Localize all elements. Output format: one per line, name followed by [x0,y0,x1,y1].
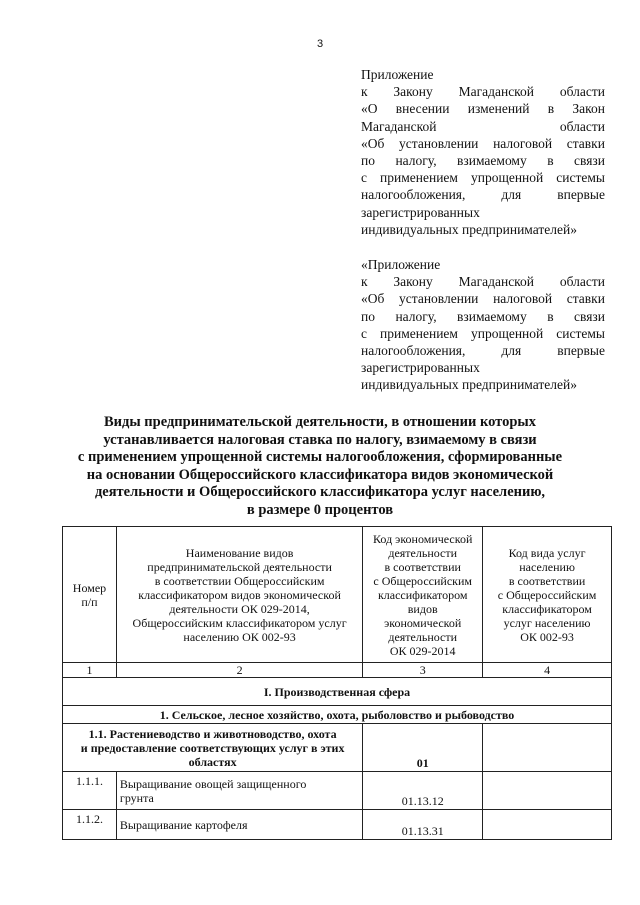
appendix-word: впервые [557,187,605,203]
appendix-word: Магаданской [458,84,535,100]
appendix-word: с [361,325,367,341]
appendix-line [361,152,605,169]
appendix-word: к [361,274,368,290]
appendix-line [361,221,605,238]
appendix-word: применением [380,170,458,186]
column-number: 3 [363,663,483,678]
table-row [63,772,612,810]
title-line: на основании Общероссийского классификатора видов экономической [86,466,554,483]
activities-table [62,526,612,840]
appendix-word: «Приложение [361,257,441,272]
cell-line: деятельности ОК 029-2014, [169,601,310,616]
appendix-note-amendment [361,66,605,238]
row-service-code [483,772,612,810]
appendix-line [361,118,605,135]
appendix-word: индивидуальных предпринимателей» [361,221,577,237]
appendix-word: Закону [393,84,433,100]
appendix-word: налогу, [395,308,437,324]
cell-line: экономической [384,615,462,630]
cell-line: населению [519,559,575,574]
appendix-word: налогообложения, [361,187,466,203]
cell-line: Общероссийским классификатором услуг [132,615,347,630]
subsection-heading: 1. Сельское, лесное хозяйство, охота, рыболовство и рыбоводство [63,706,612,724]
cell-line: услуг населению [503,615,591,630]
appendix-word: по [361,153,375,169]
row-activity-code: 01.13.12 [363,772,483,810]
column-number: 1 [63,663,117,678]
appendix-line [361,359,605,376]
cell-line: предпринимательской деятельности [147,559,332,574]
appendix-word: системы [556,170,605,186]
title-line: деятельности и Общероссийского классификатора услуг населению, [94,484,546,501]
cell-line: с Общероссийским [373,573,473,588]
cell-line: видов [407,601,438,616]
appendix-word: связи [574,153,605,169]
appendix-word: применением [380,325,458,341]
title-line: в размере 0 процентов [246,501,394,518]
appendix-line [361,83,605,100]
section-row [63,678,612,706]
appendix-word: в [547,153,554,169]
appendix-word: для [501,343,522,359]
cell-line: Наименование видов [185,545,294,560]
cell-line: населению ОК 002-93 [183,629,296,644]
appendix-word: установлении [399,135,479,151]
title-line: Виды предпринимательской деятельности, в отношении которых [103,414,537,430]
table-header-row [63,527,612,663]
cell-line: 1.1. Растениеводство и животноводство, охота [88,726,337,741]
group-row [63,724,612,772]
appendix-line [361,342,605,359]
cell-line: ОК 002-93 [520,629,574,644]
row-number: 1.1.1. [63,772,117,810]
group-name [63,724,363,772]
appendix-word: Магаданской [458,274,535,290]
header-activity-name [116,527,362,663]
appendix-word: упрощенной [470,325,544,341]
appendix-word: налогообложения, [361,343,466,359]
appendix-line [361,66,605,83]
appendix-line [361,204,605,221]
appendix-line [361,256,605,273]
appendix-line [361,169,605,186]
appendix-word: внесении [395,101,450,117]
column-number: 4 [483,663,612,678]
appendix-word: ставки [566,291,605,307]
header-service-code [483,527,612,663]
appendix-word: «О [361,101,378,117]
column-number: 2 [116,663,362,678]
appendix-word: зарегистрированных [361,204,480,220]
cell-line: областях [188,754,237,769]
appendix-line [361,376,605,393]
appendix-line [361,186,605,203]
appendix-line [361,273,605,290]
row-activity-name [116,810,362,840]
appendix-word: системы [556,325,605,341]
header-number [63,527,117,663]
cell-line: Выращивание картофеля [119,817,248,832]
cell-line: в соответствии [508,573,586,588]
cell-line: Код вида услуг [508,545,586,560]
appendix-word: области [559,274,605,290]
appendix-line [361,308,605,325]
section-heading: I. Производственная сфера [63,678,612,706]
appendix-word: упрощенной [470,170,544,186]
appendix-word: Закону [393,274,433,290]
appendix-word: с [361,170,367,186]
appendix-word: в [547,101,555,117]
appendix-word: «Об [361,135,385,151]
appendix-word: Приложение [361,67,434,82]
appendix-word: по [361,308,375,324]
row-activity-code: 01.13.31 [363,810,483,840]
row-service-code [483,810,612,840]
appendix-word: «Об [361,291,385,307]
cell-line: классификатором [377,587,468,602]
cell-line: Выращивание овощей защищенного [119,776,307,791]
cell-line: классификатором [502,601,592,616]
cell-line: Номер [72,580,107,595]
document-title [40,414,600,520]
header-activity-code [363,527,483,663]
group-service-code [483,724,612,772]
cell-line: п/п [81,594,98,609]
appendix-word: связи [574,308,605,324]
appendix-note-original [361,256,605,394]
cell-line: деятельности [388,629,458,644]
cell-line: ОК 029-2014 [389,643,456,658]
appendix-word: установлении [399,291,479,307]
appendix-word: Закон [572,101,605,117]
appendix-word: в [547,308,554,324]
column-number-row [63,663,612,678]
subsection-row [63,706,612,724]
table-row [63,810,612,840]
cell-line: в соответствии [384,559,461,574]
appendix-line [361,135,605,152]
group-code: 01 [363,724,483,772]
appendix-word: к [361,84,368,100]
page-number: 3 [316,38,324,50]
appendix-line [361,290,605,307]
appendix-word: налоговой [493,135,553,151]
appendix-word: налогу, [395,153,437,169]
appendix-word: изменений [467,101,530,117]
cell-line: грунта [119,790,154,805]
appendix-word: области [559,84,605,100]
appendix-word: ставки [566,135,605,151]
title-line: устанавливается налоговая ставка по налогу, взимаемому в связи [103,431,537,448]
appendix-word: зарегистрированных [361,360,480,376]
appendix-word: взимаемому [457,153,527,169]
appendix-line [361,100,605,117]
appendix-word: для [501,187,522,203]
appendix-word: Магаданской [361,118,437,134]
appendix-word: области [559,118,605,134]
row-activity-name [116,772,362,810]
cell-line: деятельности [388,545,458,560]
appendix-word: налоговой [493,291,553,307]
title-line: с применением упрощенной системы налогообложения, сформированные [77,449,563,466]
cell-line: в соответствии Общероссийским [154,573,325,588]
cell-line: и предоставление соответствующих услуг в этих [80,740,345,755]
cell-line: Код экономической [373,531,473,546]
appendix-line [361,325,605,342]
appendix-word: индивидуальных предпринимателей» [361,377,577,393]
cell-line: с Общероссийским [497,587,597,602]
cell-line: классификатором видов экономической [138,587,341,602]
row-number: 1.1.2. [63,810,117,840]
appendix-word: взимаемому [457,308,527,324]
appendix-word: впервые [557,343,605,359]
